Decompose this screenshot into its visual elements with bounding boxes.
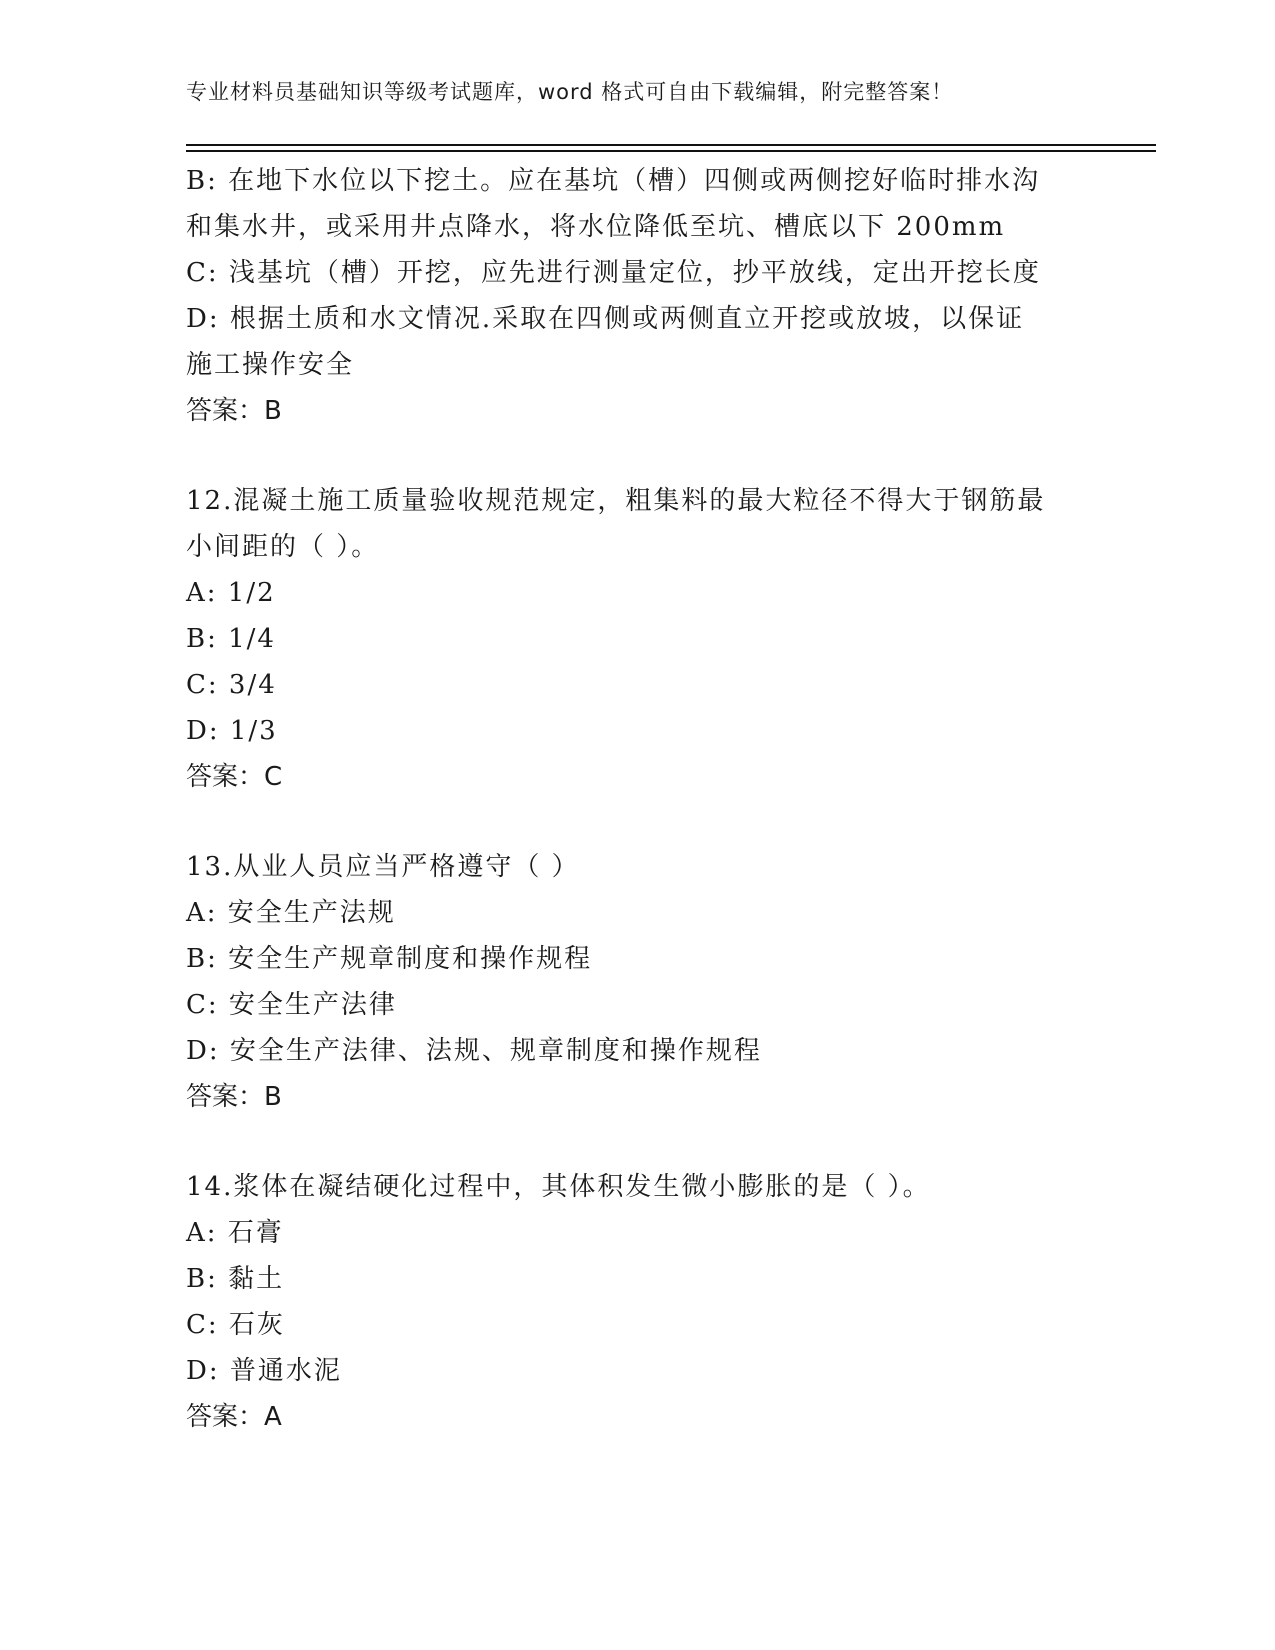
option-b: B: 1/4 [186,624,276,654]
question-14-stem: 14.浆体在凝结硬化过程中，其体积发生微小膨胀的是（ ）。 [186,1172,931,1202]
option-d: D: 安全生产法律、法规、规章制度和操作规程 [186,1036,762,1066]
question-12-stem-line-1: 12.混凝土施工质量验收规范规定，粗集料的最大粒径不得大于钢筋最 [186,486,1046,516]
question-11-tail [186,158,1086,434]
question-12-stem-line-2: 小间距的（ ）。 [186,532,380,562]
answer-q11: 答案：B [186,396,282,426]
question-spacer [186,434,1086,478]
option-c: C: 浅基坑（槽）开挖，应先进行测量定位，抄平放线，定出开挖长度 [186,258,1041,288]
option-d-line-1: D: 根据土质和水文情况.采取在四侧或两侧直立开挖或放坡，以保证 [186,304,1025,334]
option-b-line-1: B: 在地下水位以下挖土。应在基坑（槽）四侧或两侧挖好临时排水沟 [186,166,1041,196]
option-b: B: 安全生产规章制度和操作规程 [186,944,593,974]
question-12 [186,478,1086,800]
header-rule-top [186,144,1156,146]
option-a: A: 1/2 [186,578,276,608]
option-b-line-2: 和集水井，或采用井点降水，将水位降低至坑、槽底以下 200mm [186,212,1006,242]
option-b: B: 黏土 [186,1264,285,1294]
answer-q14: 答案：A [186,1402,282,1432]
option-d: D: 1/3 [186,716,278,746]
option-c: C: 3/4 [186,670,277,700]
question-spacer [186,1120,1086,1164]
answer-q12: 答案：C [186,762,283,792]
option-a: A: 安全生产法规 [186,898,396,928]
option-d: D: 普通水泥 [186,1356,342,1386]
question-13 [186,844,1086,1120]
question-14 [186,1164,1086,1440]
question-13-stem: 13.从业人员应当严格遵守（ ） [186,852,580,882]
option-a: A: 石膏 [186,1218,284,1248]
question-spacer [186,800,1086,844]
header-rule-bottom [186,150,1156,152]
option-d-line-2: 施工操作安全 [186,350,355,380]
option-c: C: 安全生产法律 [186,990,397,1020]
question-content [186,158,1086,1440]
page-header: 专业材料员基础知识等级考试题库，word 格式可自由下载编辑，附完整答案！ [186,80,954,104]
answer-q13: 答案：B [186,1082,282,1112]
option-c: C: 石灰 [186,1310,285,1340]
